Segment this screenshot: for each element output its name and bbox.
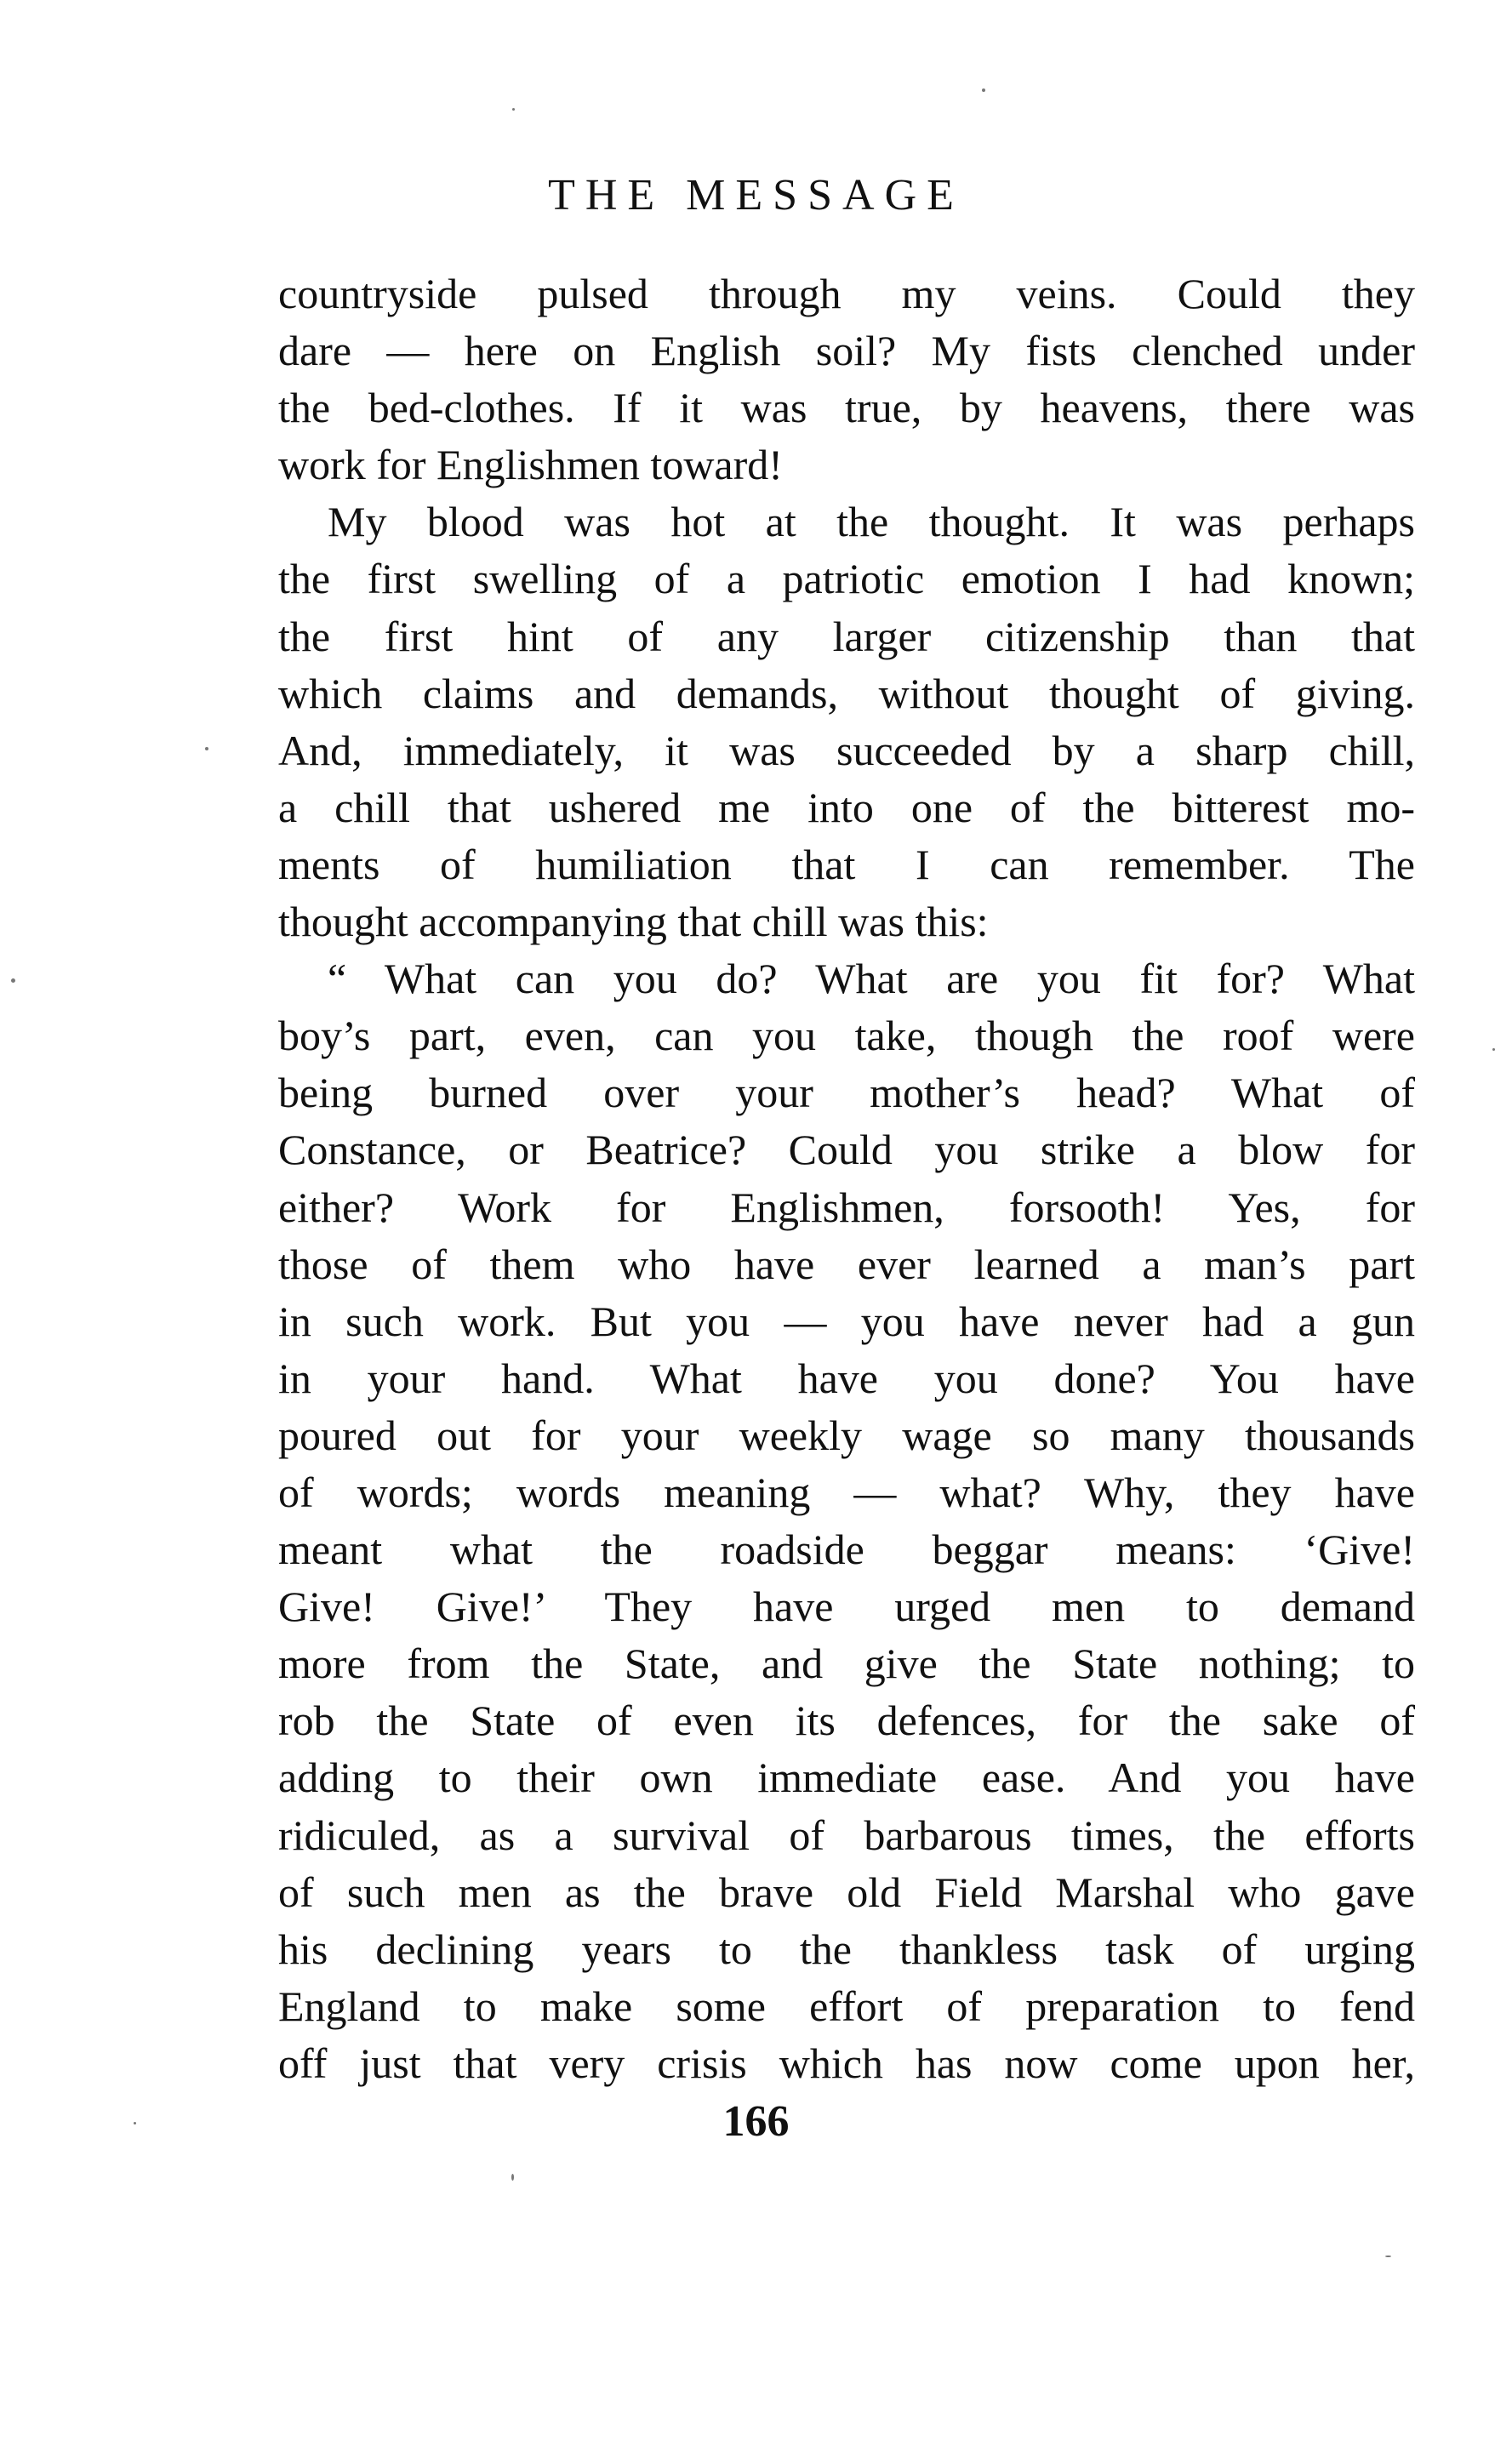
text-line: work for Englishmen toward! bbox=[278, 441, 783, 489]
text-line: in such work. But you — you have never had a gun bbox=[278, 1297, 1415, 1345]
text-line: boy’s part, even, can you take, though the roof were bbox=[278, 1012, 1415, 1060]
text-line: either? Work for Englishmen, forsooth! Yes, for bbox=[278, 1183, 1415, 1231]
text-line: ments of humiliation that I can remember. The bbox=[278, 840, 1415, 888]
text-line: dare — here on English soil? My fists clenched under bbox=[278, 327, 1415, 375]
scan-speck bbox=[134, 2122, 136, 2124]
text-line: in your hand. What have you done? You have bbox=[278, 1354, 1415, 1402]
text-line: off just that very crisis which has now come upon her, bbox=[278, 2039, 1415, 2087]
text-line: the first swelling of a patriotic emotion I had known; bbox=[278, 555, 1415, 603]
text-line: adding to their own immediate ease. And you have bbox=[278, 1754, 1415, 1802]
text-line: of words; words meaning — what? Why, they have bbox=[278, 1468, 1415, 1516]
text-line: the bed-clothes. If it was true, by heavens, there was bbox=[278, 384, 1415, 432]
text-line: being burned over your mother’s head? What of bbox=[278, 1069, 1415, 1117]
scan-speck bbox=[512, 108, 515, 111]
scan-speck bbox=[1492, 1048, 1495, 1051]
page-number: 166 bbox=[722, 2097, 790, 2146]
scan-speck bbox=[205, 747, 208, 750]
text-line: more from the State, and give the State nothing; to bbox=[278, 1640, 1415, 1688]
text-line: rob the State of even its defences, for the sake of bbox=[278, 1697, 1415, 1745]
text-line: countryside pulsed through my veins. Could they bbox=[278, 270, 1415, 317]
scan-speck bbox=[511, 2174, 514, 2181]
body-text bbox=[278, 265, 1415, 2092]
text-line: a chill that ushered me into one of the bitterest mo- bbox=[278, 783, 1415, 831]
text-line: the first hint of any larger citizenship than that bbox=[278, 612, 1415, 660]
text-line: meant what the roadside beggar means: ‘Give! bbox=[278, 1526, 1415, 1574]
text-line: Constance, or Beatrice? Could you strike a blow for bbox=[278, 1126, 1415, 1174]
scan-speck bbox=[982, 88, 985, 92]
text-line: his declining years to the thankless task of urging bbox=[278, 1925, 1415, 1973]
text-line: And, immediately, it was succeeded by a sharp chill, bbox=[278, 726, 1415, 774]
scan-speck bbox=[1385, 2256, 1391, 2257]
text-line: “ What can you do? What are you fit for? What bbox=[328, 955, 1415, 1003]
text-line: Give! Give!’ They have urged men to demand bbox=[278, 1583, 1415, 1631]
scan-speck bbox=[11, 978, 15, 983]
text-line: which claims and demands, without thought of giving. bbox=[278, 669, 1415, 717]
text-line: thought accompanying that chill was this: bbox=[278, 898, 989, 946]
text-line: ridiculed, as a survival of barbarous times, the efforts bbox=[278, 1811, 1415, 1859]
text-line: England to make some effort of preparation to fend bbox=[278, 1982, 1415, 2030]
text-line: those of them who have ever learned a man’s part bbox=[278, 1240, 1415, 1288]
text-line: of such men as the brave old Field Marshal who gave bbox=[278, 1868, 1415, 1916]
text-line: poured out for your weekly wage so many thousands bbox=[278, 1411, 1415, 1459]
text-line: My blood was hot at the thought. It was perhaps bbox=[328, 498, 1415, 546]
running-head: THE MESSAGE bbox=[548, 171, 964, 220]
